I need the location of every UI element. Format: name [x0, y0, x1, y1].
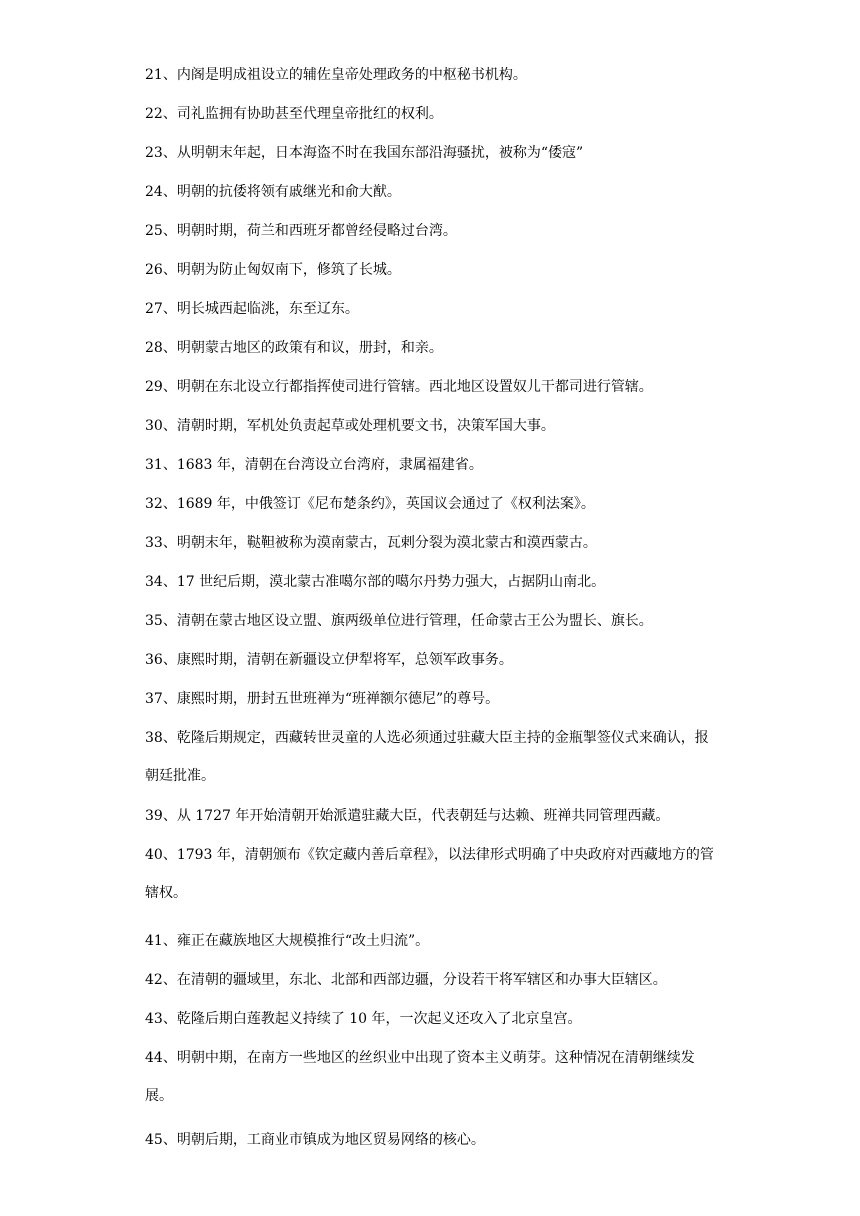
- statement-45: 45、明朝后期，工商业市镇成为地区贸易网络的核心。: [145, 1132, 485, 1148]
- statement-31: 31、1683 年，清朝在台湾设立台湾府，隶属福建省。: [145, 457, 483, 473]
- statement-43: 43、乾隆后期白莲教起义持续了 10 年，一次起义还攻入了北京皇宫。: [145, 1011, 582, 1027]
- statement-39: 39、从 1727 年开始清朝开始派遣驻藏大臣，代表朝廷与达赖、班禅共同管理西藏。: [145, 808, 670, 824]
- statement-23: 23、从明朝末年起，日本海盗不时在我国东部沿海骚扰，被称为“倭寇”: [145, 145, 584, 161]
- statement-35: 35、清朝在蒙古地区设立盟、旗两级单位进行管理，任命蒙古王公为盟长、旗长。: [145, 613, 653, 629]
- statement-36: 36、康熙时期，清朝在新疆设立伊犁将军，总领军政事务。: [145, 652, 513, 668]
- statement-27: 27、明长城西起临洮，东至辽东。: [145, 301, 359, 317]
- statement-26: 26、明朝为防止匈奴南下，修筑了长城。: [145, 262, 401, 278]
- statement-40: 40、1793 年，清朝颁布《钦定藏内善后章程》，以法律形式明确了中央政府对西藏地方的管辖权。: [145, 847, 714, 901]
- statement-32: 32、1689 年，中俄签订《尼布楚条约》，英国议会通过了《权利法案》。: [145, 496, 595, 512]
- statement-42: 42、在清朝的疆域里，东北、北部和西部边疆，分设若干将军辖区和办事大臣辖区。: [145, 972, 667, 988]
- statement-41: 41、雍正在藏族地区大规模推行“改土归流”。: [145, 933, 430, 949]
- statement-33: 33、明朝末年，鞑靼被称为漠南蒙古，瓦剌分裂为漠北蒙古和漠西蒙古。: [145, 535, 597, 551]
- statement-22: 22、司礼监拥有协助甚至代理皇帝批红的权利。: [145, 106, 443, 122]
- statement-38: 38、乾隆后期规定，西藏转世灵童的人选必须通过驻藏大臣主持的金瓶掣签仪式来确认，报朝廷批准。: [145, 730, 709, 784]
- statement-25: 25、明朝时期，荷兰和西班牙都曾经侵略过台湾。: [145, 223, 457, 239]
- statement-44: 44、明朝中期，在南方一些地区的丝织业中出现了资本主义萌芽。这种情况在清朝继续发展。: [145, 1050, 695, 1104]
- statement-29: 29、明朝在东北设立行都指挥使司进行管辖。西北地区设置奴儿干都司进行管辖。: [145, 379, 653, 395]
- statement-28: 28、明朝蒙古地区的政策有和议，册封，和亲。: [145, 340, 443, 356]
- statement-34: 34、17 世纪后期，漠北蒙古准噶尔部的噶尔丹势力强大，占据阴山南北。: [145, 574, 606, 590]
- statement-24: 24、明朝的抗倭将领有戚继光和俞大猷。: [145, 184, 401, 200]
- statement-21: 21、内阁是明成祖设立的辅佐皇帝处理政务的中枢秘书机构。: [145, 67, 527, 83]
- statement-37: 37、康熙时期，册封五世班禅为“班禅额尔德尼”的尊号。: [145, 691, 500, 707]
- statement-30: 30、清朝时期，军机处负责起草或处理机要文书，决策军国大事。: [145, 418, 555, 434]
